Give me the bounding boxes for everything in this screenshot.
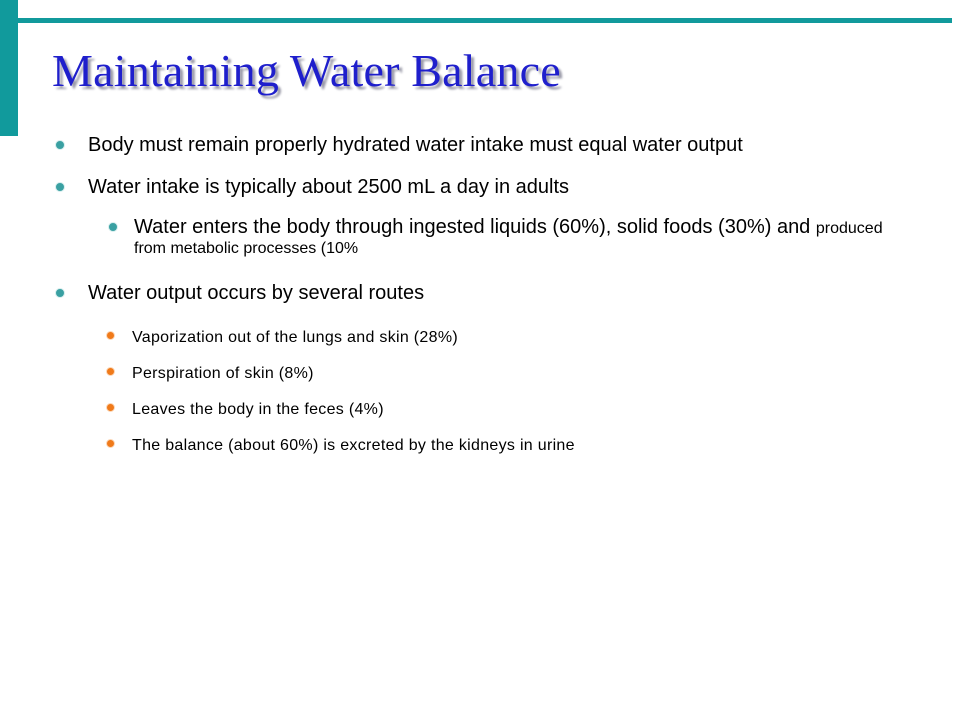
sub-bullet-feces [50,400,910,419]
top-accent-rule [18,18,952,23]
bullet-icon [106,403,115,412]
bullet-icon [106,331,115,340]
bullet-icon [55,140,65,150]
sub-bullet-kidneys [50,436,910,455]
bullet-text: Body must remain properly hydrated water intake must equal water output [88,134,743,156]
bullet-icon [106,439,115,448]
bullet-text: Water output occurs by several routes [88,282,425,304]
bullet-text: Perspiration of skin (8%) [132,365,314,382]
bullet-icon [106,367,115,376]
sub-bullet-intake-sources [50,218,910,258]
bullet-hydration [50,136,910,155]
bullet-text: Water enters the body through ingested liquids (60%), solid foods (30%) and [134,216,816,238]
bullet-icon [108,222,118,232]
bullet-text: The balance (about 60%) is excreted by the kidneys in urine [132,437,575,454]
slide-title: Maintaining Water Balance [52,45,561,96]
bullet-water-intake [50,178,910,197]
slide-body [50,136,910,455]
bullet-water-output [50,284,910,303]
sub-bullet-vaporization [50,328,910,347]
left-accent-bar [0,0,18,136]
bullet-icon [55,288,65,298]
sub-bullet-perspiration [50,364,910,383]
bullet-text: Water intake is typically about 2500 mL a day in adults [88,176,569,198]
bullet-text: Vaporization out of the lungs and skin (28%) [132,329,458,346]
bullet-icon [55,182,65,192]
bullet-text-small: produced from metabolic processes (10% [134,220,883,257]
bullet-text: Leaves the body in the feces (4%) [132,401,384,418]
